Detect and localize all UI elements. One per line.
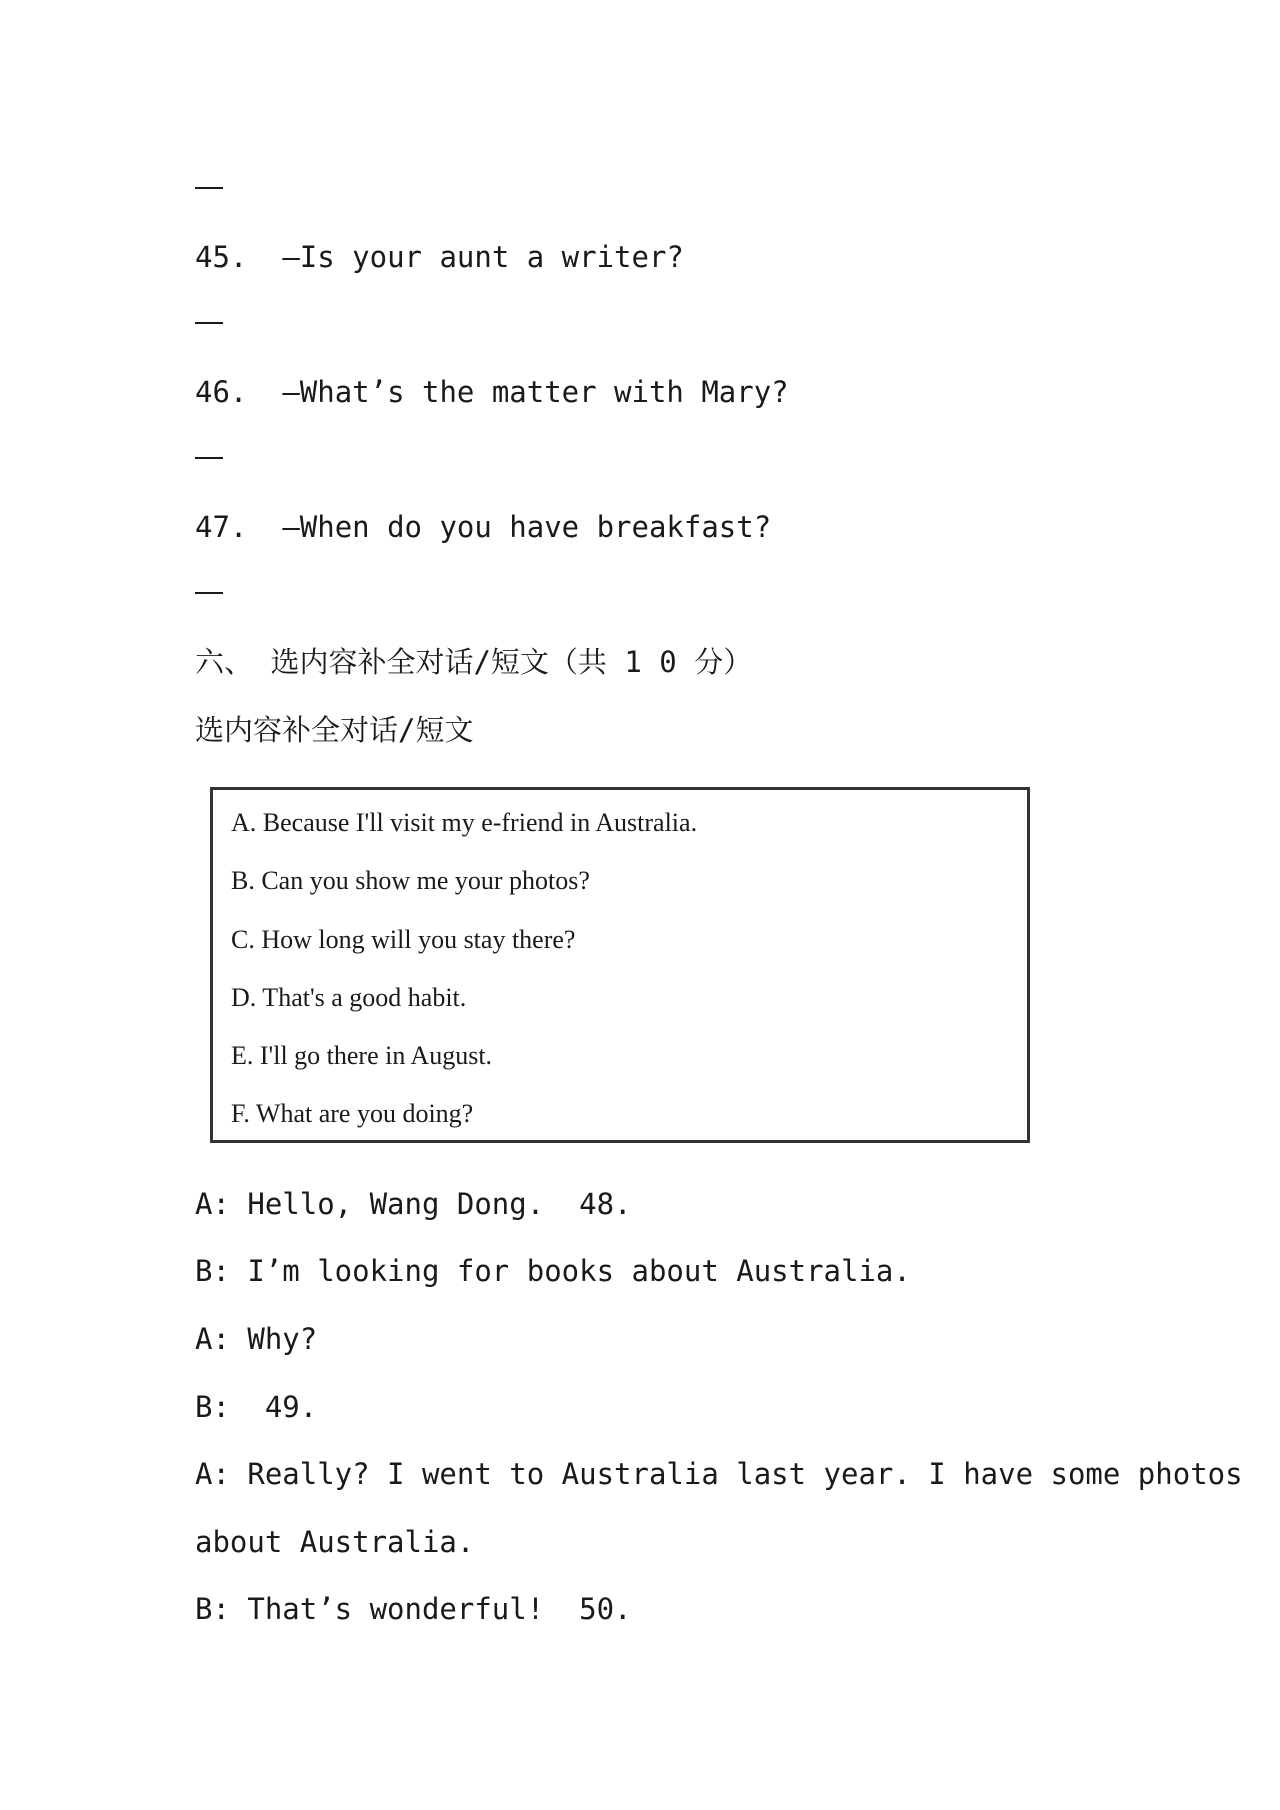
question-number: 46. [195,375,248,409]
answer-blank-47 [195,592,223,594]
question-number: 45. [195,240,248,274]
option-e: E. I'll go there in August. [231,1041,493,1071]
answer-blank-46 [195,457,223,459]
section-heading: 六、 选内容补全对话/短文（共 1 0 分） [195,645,753,679]
question-47 [195,509,771,545]
option-c: C. How long will you stay there? [231,924,576,954]
option-b: B. Can you show me your photos? [231,866,590,896]
option-d: D. That's a good habit. [231,982,467,1012]
dialogue-line: about Australia. [195,1525,475,1559]
answer-blank-45 [195,322,223,324]
dialogue-line: B: 49. [195,1390,318,1424]
section-subheading: 选内容补全对话/短文 [195,713,474,747]
dialogue-line: A: Why? [195,1322,318,1356]
dialogue-line: A: Really? I went to Australia last year. I have some photos [195,1457,1243,1491]
question-text: —What’s the matter with Mary? [282,375,789,409]
dialogue-line: B: That’s wonderful! 50. [195,1592,632,1626]
dialogue-line: B: I’m looking for books about Australia. [195,1254,911,1288]
question-45 [195,239,684,275]
question-text: —When do you have breakfast? [282,510,772,544]
answer-blank-44 [195,187,223,189]
question-number: 47. [195,510,248,544]
option-a: A. Because I'll visit my e-friend in Australia. [231,808,698,837]
question-46 [195,374,789,410]
options-box [210,787,1030,1143]
dialogue-line: A: Hello, Wang Dong. 48. [195,1187,632,1221]
option-f: F. What are you doing? [231,1099,474,1129]
question-text: —Is your aunt a writer? [282,240,684,274]
